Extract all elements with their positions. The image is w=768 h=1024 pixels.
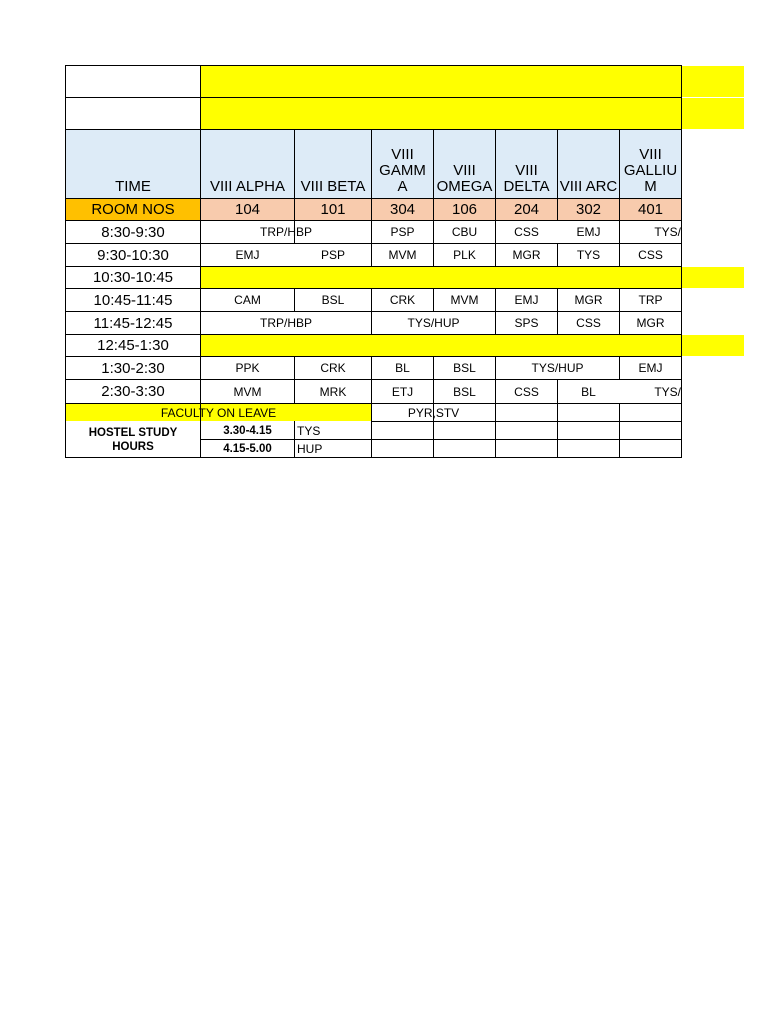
period-cell: CSS [638, 248, 663, 262]
period-cell: EMJ [235, 248, 260, 262]
period-cell: MVM [450, 293, 479, 307]
period-cell: PSP [390, 225, 415, 239]
time-slot: 10:30-10:45 [92, 269, 174, 286]
period-cell: BSL [453, 384, 476, 399]
period-cell: CSS [514, 384, 539, 399]
hostel-study-label: HOSTEL STUDY HOURS [88, 426, 178, 453]
time-slot: 12:45-1:30 [97, 337, 169, 354]
room-alpha: 104 [234, 201, 261, 218]
room-delta: 204 [513, 201, 540, 218]
period-cell: TRP [638, 293, 663, 307]
period-cell: EMJ [514, 293, 539, 307]
period-cell: ETJ [391, 384, 414, 399]
time-slot: 8:30-9:30 [101, 223, 165, 241]
period-cell: BL [581, 384, 596, 399]
room-gallium: 401 [637, 201, 664, 218]
period-cell: MGR [512, 248, 541, 262]
period-cell: CSS [514, 225, 539, 239]
header-viii-omega: VIII OMEGA [436, 162, 493, 195]
room-omega: 106 [451, 201, 478, 218]
time-slot: 10:45-11:45 [93, 291, 173, 309]
period-cell: CRK [389, 293, 416, 307]
break-band-1 [201, 267, 744, 288]
period-cell: TYS [576, 248, 601, 262]
period-cell: MGR [636, 316, 665, 330]
time-slot: 9:30-10:30 [97, 246, 169, 264]
hostel-slot-time: 3.30-4.15 [223, 424, 272, 437]
period-cell: PLK [453, 248, 476, 262]
period-cell: TYS/HUP [531, 361, 584, 375]
period-cell: TRP/HBP [259, 316, 312, 330]
header-viii-gallium: VIII GALLIU M [623, 146, 678, 195]
period-cell: PSP [320, 248, 345, 262]
faculty-leave-label: FACULTY ON LEAVE [160, 405, 277, 420]
title-banner-2 [201, 98, 744, 129]
period-cell: TYS/ [654, 225, 681, 239]
period-cell: CSS [576, 316, 601, 330]
faculty-leave-value: PYR,STV [407, 405, 460, 420]
hostel-slot-teacher: HUP [297, 441, 323, 456]
room-arc: 302 [575, 201, 602, 218]
room-nos-label: ROOM NOS [91, 201, 175, 218]
period-cell: CAM [234, 293, 261, 307]
period-cell: EMJ [638, 361, 663, 375]
period-cell: MGR [574, 293, 603, 307]
hostel-slot-time: 4.15-5.00 [223, 442, 272, 455]
header-viii-gamma: VIII GAMM A [379, 146, 426, 195]
header-time: TIME [115, 178, 151, 195]
period-cell: SPS [514, 316, 539, 330]
period-cell: BL [395, 361, 410, 375]
period-cell: BSL [453, 361, 476, 375]
period-cell: CBU [451, 225, 478, 239]
header-viii-beta: VIII BETA [300, 178, 366, 195]
period-cell: CRK [320, 361, 346, 375]
period-cell: TYS/ [654, 384, 681, 399]
title-banner-1 [201, 66, 744, 97]
period-cell: PPK [235, 361, 260, 375]
header-viii-arc: VIII ARC [559, 178, 618, 195]
time-slot: 2:30-3:30 [101, 383, 165, 400]
period-cell: MRK [319, 384, 347, 399]
room-beta: 101 [320, 201, 346, 218]
period-cell: TRP/HBP [259, 225, 312, 239]
lunch-band [201, 335, 744, 356]
period-cell: BSL [321, 293, 345, 307]
period-cell: MVM [388, 248, 417, 262]
room-gamma: 304 [389, 201, 416, 218]
time-slot: 1:30-2:30 [101, 359, 165, 377]
header-viii-delta: VIII DELTA [503, 162, 550, 195]
header-viii-alpha: VIII ALPHA [209, 178, 286, 195]
period-cell: EMJ [576, 225, 601, 239]
time-slot: 11:45-12:45 [93, 314, 173, 332]
period-cell: TYS/HUP [407, 316, 460, 330]
period-cell: MVM [233, 384, 262, 399]
hostel-slot-teacher: TYS [297, 423, 321, 438]
